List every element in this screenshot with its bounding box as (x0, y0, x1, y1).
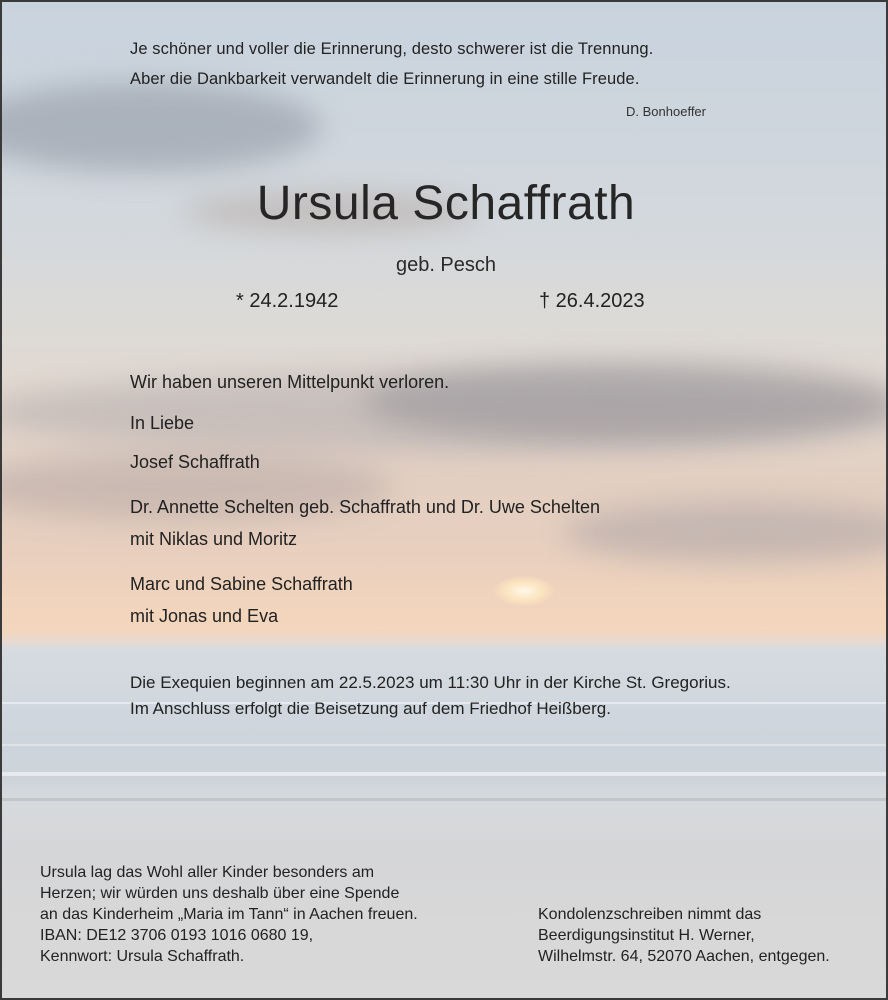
death-date: † 26.4.2023 (539, 290, 645, 312)
donation-keyword: Kennwort: Ursula Schaffrath. (40, 948, 245, 965)
family-1-line-2: mit Niklas und Moritz (130, 529, 298, 549)
quote-line-1: Je schöner und voller die Erinnerung, desto schwerer ist die Trennung. (130, 40, 654, 58)
family-1-line-1: Dr. Annette Schelten geb. Schaffrath und Dr. Uwe Schelten (130, 497, 600, 517)
cloud-shape (0, 82, 322, 172)
donation-line-1: Ursula lag das Wohl aller Kinder besonders am (40, 864, 375, 881)
service-line-2: Im Anschluss erfolgt die Beisetzung auf dem Friedhof Heißberg. (130, 699, 611, 718)
wave-line (2, 744, 886, 746)
donation-iban: IBAN: DE12 3706 0193 1016 0680 19, (40, 927, 314, 944)
cloud-shape (562, 502, 888, 562)
wave-line (2, 772, 886, 776)
quote-author: D. Bonhoeffer (626, 104, 706, 119)
deceased-name: Ursula Schaffrath (256, 177, 636, 230)
sun (494, 576, 554, 606)
condolences-line-3: Wilhelmstr. 64, 52070 Aachen, entgegen. (538, 948, 830, 965)
quote-line-2: Aber die Dankbarkeit verwandelt die Erinnerung in eine stille Freude. (130, 70, 640, 88)
birth-name: geb. Pesch (395, 254, 497, 276)
spouse-name: Josef Schaffrath (130, 452, 260, 472)
condolences-line-1: Kondolenzschreiben nimmt das (538, 906, 762, 923)
family-2-line-1: Marc und Sabine Schaffrath (130, 574, 353, 594)
wave-line (2, 798, 886, 801)
service-line-1: Die Exequien beginnen am 22.5.2023 um 11:30 Uhr in der Kirche St. Gregorius. (130, 673, 731, 692)
condolences-line-2: Beerdigungsinstitut H. Werner, (538, 927, 755, 944)
family-2-line-2: mit Jonas und Eva (130, 606, 279, 626)
in-love-line: In Liebe (130, 413, 195, 433)
donation-line-2: Herzen; wir würden uns deshalb über eine Spende (40, 885, 400, 902)
donation-line-3: an das Kinderheim „Maria im Tann“ in Aachen freuen. (40, 906, 418, 923)
birth-date: * 24.2.1942 (236, 290, 339, 312)
mourners-intro: Wir haben unseren Mittelpunkt verloren. (130, 372, 450, 392)
